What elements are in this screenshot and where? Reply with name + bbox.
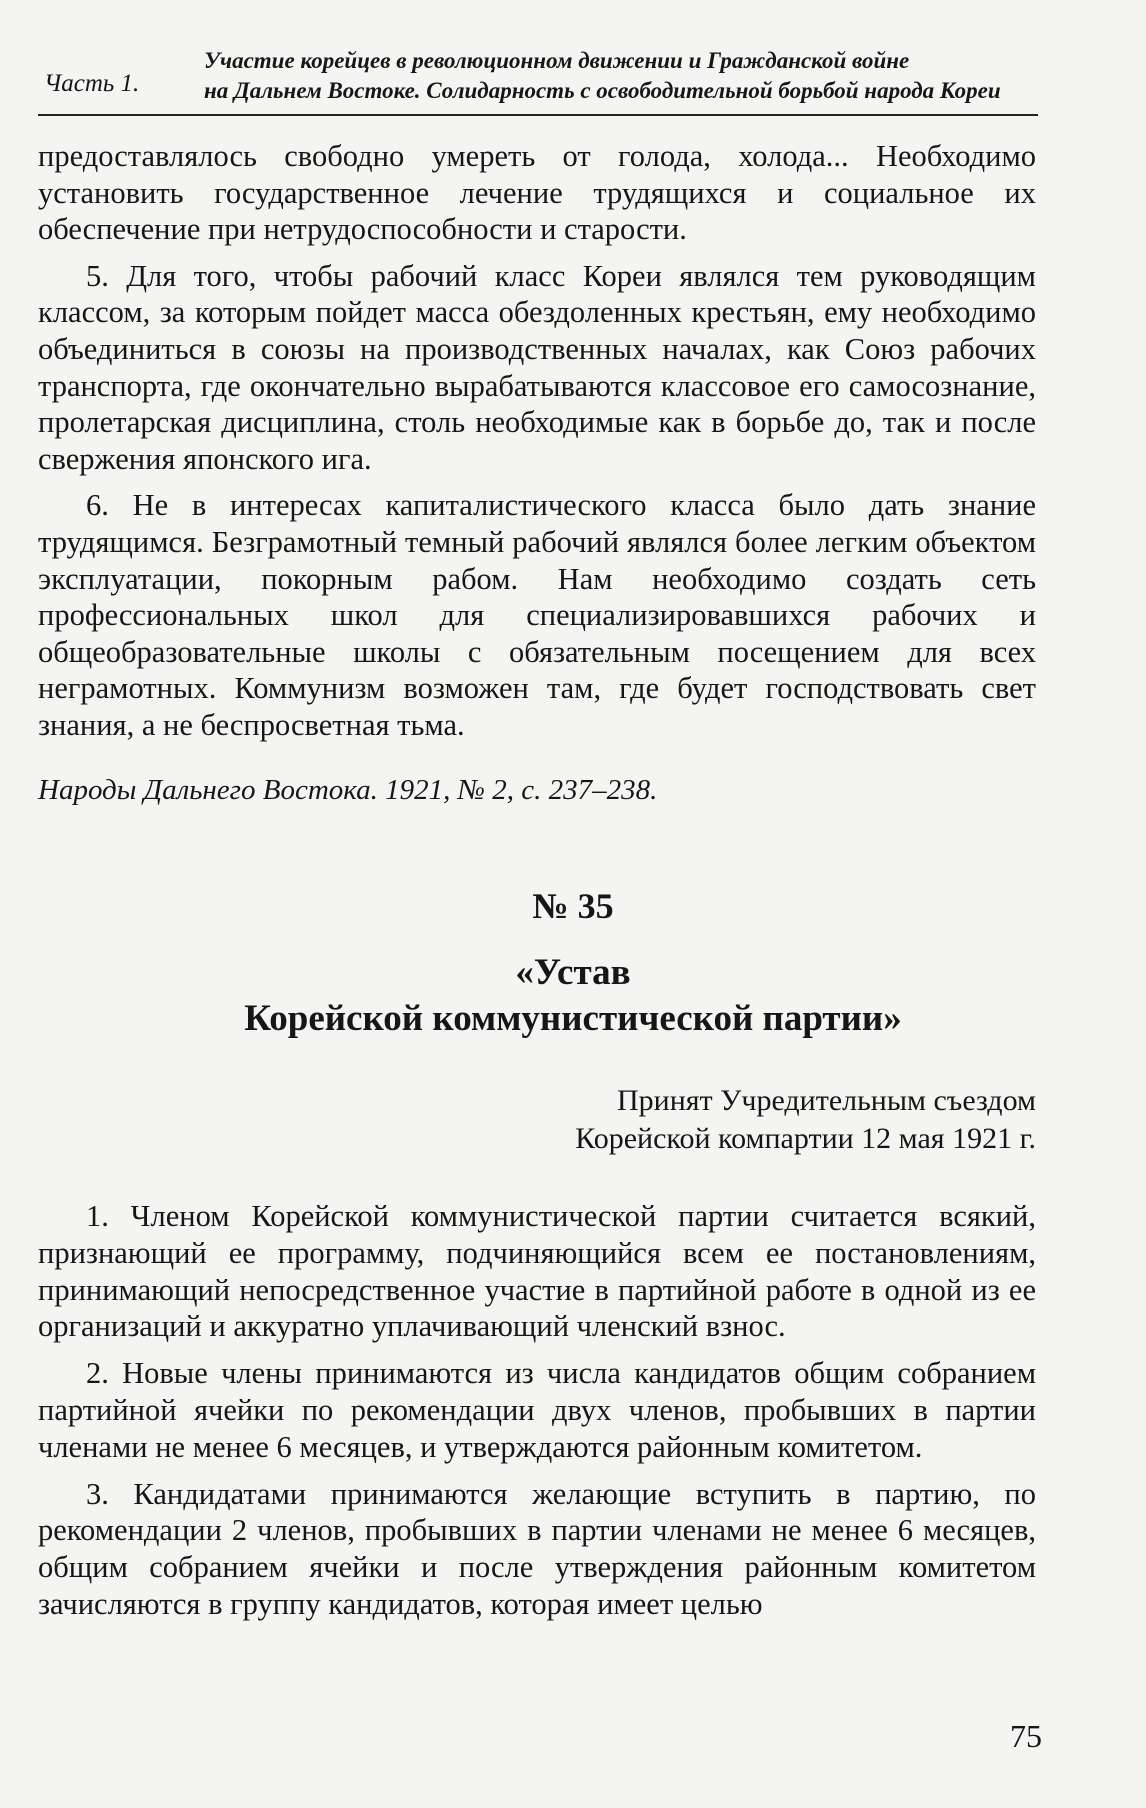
paragraph-6: 6. Не в интересах капиталистического класса было дать знание трудящимся. Безграмотный темный рабочий являлся более легким объектом эксплуатации, покорным рабом. Нам необходимо создать сеть профессиональных школ для специализировавшихся рабочих и общеобразовательные школы с обязательным посещением для всех неграмотных. Коммунизм возможен там, где будет господствовать свет знания, а не беспросветная тьма. bbox=[38, 488, 1036, 742]
adoption-note-line-1: Принят Учредительным съездом bbox=[616, 1084, 1036, 1117]
charter-paragraph-2: 2. Новые члены принимаются из числа кандидатов общим собранием партийной ячейки по рекомендации двух членов, пробывших в партии членами не менее 6 месяцев, и утверждаются районным комитетом. bbox=[38, 1356, 1036, 1464]
page-number: 75 bbox=[1010, 1718, 1042, 1754]
adoption-note bbox=[336, 1082, 1036, 1158]
document-title-line-1: «Устав bbox=[515, 952, 631, 993]
header-rule bbox=[38, 114, 1038, 116]
running-header bbox=[38, 40, 1038, 118]
document-number: № 35 bbox=[532, 886, 614, 926]
document-title-line-2: Корейской коммунистической партии» bbox=[244, 998, 902, 1039]
top-text-block bbox=[38, 138, 1036, 744]
source-citation: Народы Дальнего Востока. 1921, № 2, с. 237–238. bbox=[38, 774, 658, 806]
adoption-note-line-2: Корейской компартии 12 мая 1921 г. bbox=[575, 1122, 1036, 1155]
paragraph-continued: предоставлялось свободно умереть от голода, холода... Необходимо установить государственное лечение трудящихся и социальное их обеспечение при нетрудоспособности и старости. bbox=[38, 139, 1036, 247]
charter-text-block bbox=[38, 1198, 1036, 1623]
part-label: Часть 1. bbox=[44, 70, 140, 97]
header-title-line-2: на Дальнем Востоке. Солидарность с освободительной борьбой народа Кореи bbox=[204, 78, 1001, 103]
charter-paragraph-3: 3. Кандидатами принимаются желающие вступить в партию, по рекомендации 2 членов, пробывших в партии членами не менее 6 месяцев, общим собранием ячейки и после утверждения районным комитетом зачисляются в группу кандидатов, которая имеет целью bbox=[38, 1476, 1036, 1621]
paragraph-5: 5. Для того, чтобы рабочий класс Кореи являлся тем руководящим классом, за которым пойдет масса обездоленных крестьян, ему необходимо объединиться в союзы на производственных началах, как Союз рабочих транспорта, где окончательно вырабатываются классовое его самосознание, пролетарская дисциплина, столь необходимые как в борьбе до, так и после свержения японского ига. bbox=[38, 258, 1036, 476]
header-title bbox=[204, 46, 1054, 106]
document-title bbox=[0, 950, 1146, 1042]
charter-paragraph-1: 1. Членом Корейской коммунистической партии считается всякий, признающий ее программу, подчиняющийся всем ее постановлениям, принимающий непосредственное участие в партийной работе в одной из ее организаций и аккуратно уплачивающий членский взнос. bbox=[38, 1199, 1036, 1344]
header-title-line-1: Участие корейцев в революционном движении и Гражданской войне bbox=[204, 48, 910, 73]
